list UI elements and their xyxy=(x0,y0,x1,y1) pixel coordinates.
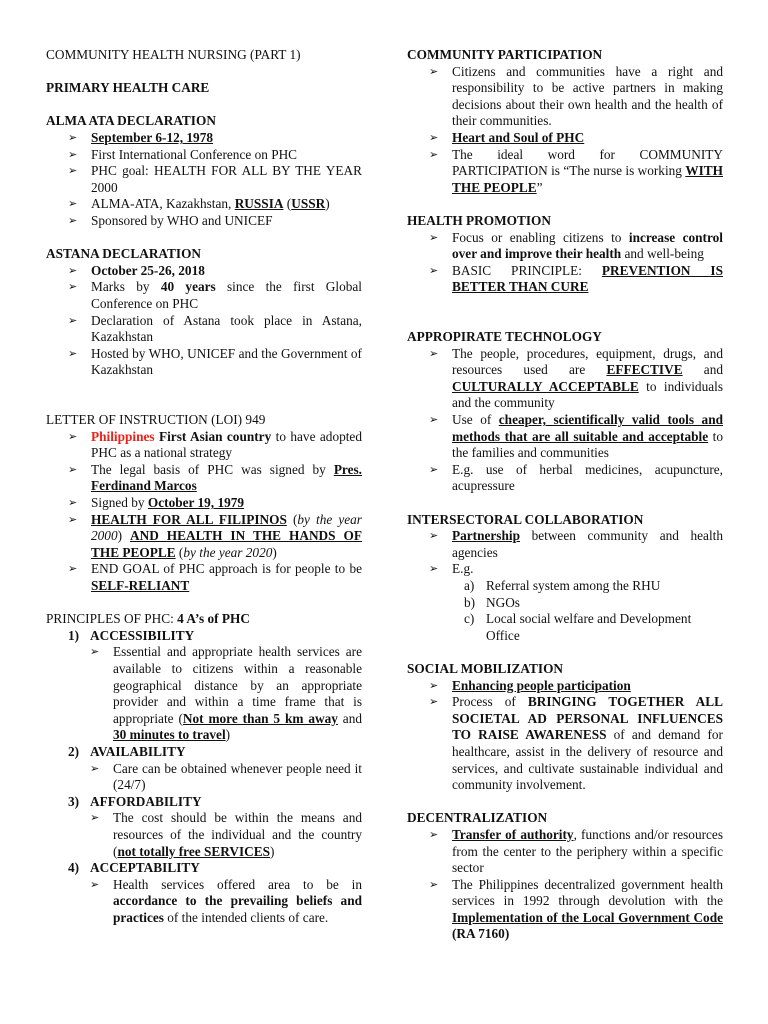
technology-heading: APPROPIRATE TECHNOLOGY xyxy=(407,329,602,345)
principle-availability: 2) AVAILABILITY xyxy=(68,743,186,759)
astana-date: ➢ October 25-26, 2018 xyxy=(46,263,362,280)
astana-heading: ASTANA DECLARATION xyxy=(46,246,202,262)
phc-heading: PRIMARY HEALTH CARE xyxy=(46,80,210,96)
participation-item: ➢ Heart and Soul of PHC xyxy=(407,130,723,147)
loi-item: ➢ END GOAL of PHC approach is for people to be SELF-RELIANT xyxy=(46,561,362,594)
promotion-item: ➢ Focus or enabling citizens to increase control over and improve their health and well-being xyxy=(407,230,723,263)
decentralization-heading: DECENTRALIZATION xyxy=(407,810,548,826)
intersectoral-item: ➢ Partnership between community and health agencies xyxy=(407,528,723,561)
intersectoral-example: b) NGOs xyxy=(464,594,520,610)
alma-ata-item: ➢ PHC goal: HEALTH FOR ALL BY THE YEAR 2000 xyxy=(46,163,362,196)
mobilization-item: ➢ Process of BRINGING TOGETHER ALL SOCIETAL AD PERSONAL INFLUENCES TO RAISE AWARENESS of and demand for healthcare, assist in the delivery of resource and services, and cultivate sustainable individual and community involvement. xyxy=(407,694,723,794)
technology-item: ➢ Use of cheaper, scientifically valid tools and methods that are all suitable and acceptable to the families and communities xyxy=(407,412,723,462)
promotion-heading: HEALTH PROMOTION xyxy=(407,212,551,228)
loi-item: ➢ HEALTH FOR ALL FILIPINOS (by the year 2000) AND HEALTH IN THE HANDS OF THE PEOPLE (by the year 2020) xyxy=(46,512,362,562)
alma-ata-item: ➢ Sponsored by WHO and UNICEF xyxy=(46,213,362,230)
alma-ata-date: ➢ September 6-12, 1978 xyxy=(46,130,362,147)
decentralization-item: ➢ The Philippines decentralized government health services in 1992 through devolution with the Implementation of the Local Government Code (RA 7160) xyxy=(407,877,723,943)
intersectoral-heading: INTERSECTORAL COLLABORATION xyxy=(407,511,644,527)
technology-item: ➢ E.g. use of herbal medicines, acupuncture, acupressure xyxy=(407,462,723,495)
astana-item: ➢ Hosted by WHO, UNICEF and the Government of Kazakhstan xyxy=(46,346,362,379)
mobilization-heading: SOCIAL MOBILIZATION xyxy=(407,660,564,676)
technology-item: ➢ The people, procedures, equipment, drugs, and resources used are EFFECTIVE and CULTURALLY ACCEPTABLE to individuals and the community xyxy=(407,346,723,412)
principle-accessibility: 1) ACCESSIBILITY xyxy=(68,627,195,643)
principle-text: ➢ Essential and appropriate health services are available to citizens within a reasonable geographical distance by an appropriate provider and within a time frame that is appropriate (Not more than 5 km away and 30 minutes to travel) xyxy=(46,644,362,744)
intersectoral-example: c) Local social welfare and Development Office xyxy=(464,611,692,643)
document-title: COMMUNITY HEALTH NURSING (PART 1) xyxy=(46,47,301,62)
right-column xyxy=(407,47,723,943)
participation-item: ➢ The ideal word for COMMUNITY PARTICIPATION is “The nurse is working WITH THE PEOPLE” xyxy=(407,147,723,197)
astana-item: ➢ Marks by 40 years since the first Global Conference on PHC xyxy=(46,279,362,312)
intersectoral-example: a) Referral system among the RHU xyxy=(464,578,661,593)
participation-item: ➢ Citizens and communities have a right and responsibility to be active partners in making decisions about their own health and the health of their communities. xyxy=(407,64,723,130)
principle-text: ➢ Care can be obtained whenever people need it (24/7) xyxy=(46,761,362,794)
left-column xyxy=(46,47,362,926)
principle-acceptability: 4) ACCEPTABILITY xyxy=(68,860,200,876)
intersectoral-item: ➢ E.g. xyxy=(407,561,723,578)
principle-text: ➢ The cost should be within the means and resources of the individual and the country (not totally free SERVICES) xyxy=(46,810,362,860)
astana-item: ➢ Declaration of Astana took place in Astana, Kazakhstan xyxy=(46,313,362,346)
loi-heading: LETTER OF INSTRUCTION (LOI) 949 xyxy=(46,412,266,428)
principle-text: ➢ Health services offered area to be in accordance to the prevailing beliefs and practices of the intended clients of care. xyxy=(46,877,362,927)
promotion-item: ➢ BASIC PRINCIPLE: PREVENTION IS BETTER THAN CURE xyxy=(407,263,723,296)
mobilization-item: ➢ Enhancing people participation xyxy=(407,678,723,695)
alma-ata-heading: ALMA ATA DECLARATION xyxy=(46,113,216,129)
decentralization-item: ➢ Transfer of authority, functions and/or resources from the center to the periphery within a specific sector xyxy=(407,827,723,877)
principles-heading: PRINCIPLES OF PHC: 4 A’s of PHC xyxy=(46,611,250,627)
loi-item: ➢ Philippines First Asian country to have adopted PHC as a national strategy xyxy=(46,429,362,462)
alma-ata-location: ➢ ALMA-ATA, Kazakhstan, RUSSIA (USSR) xyxy=(46,196,362,213)
principle-affordability: 3) AFFORDABILITY xyxy=(68,793,202,809)
alma-ata-item: ➢ First International Conference on PHC xyxy=(46,147,362,164)
participation-heading: COMMUNITY PARTICIPATION xyxy=(407,47,603,62)
loi-item: ➢ The legal basis of PHC was signed by Pres. Ferdinand Marcos xyxy=(46,462,362,495)
loi-item: ➢ Signed by October 19, 1979 xyxy=(46,495,362,512)
